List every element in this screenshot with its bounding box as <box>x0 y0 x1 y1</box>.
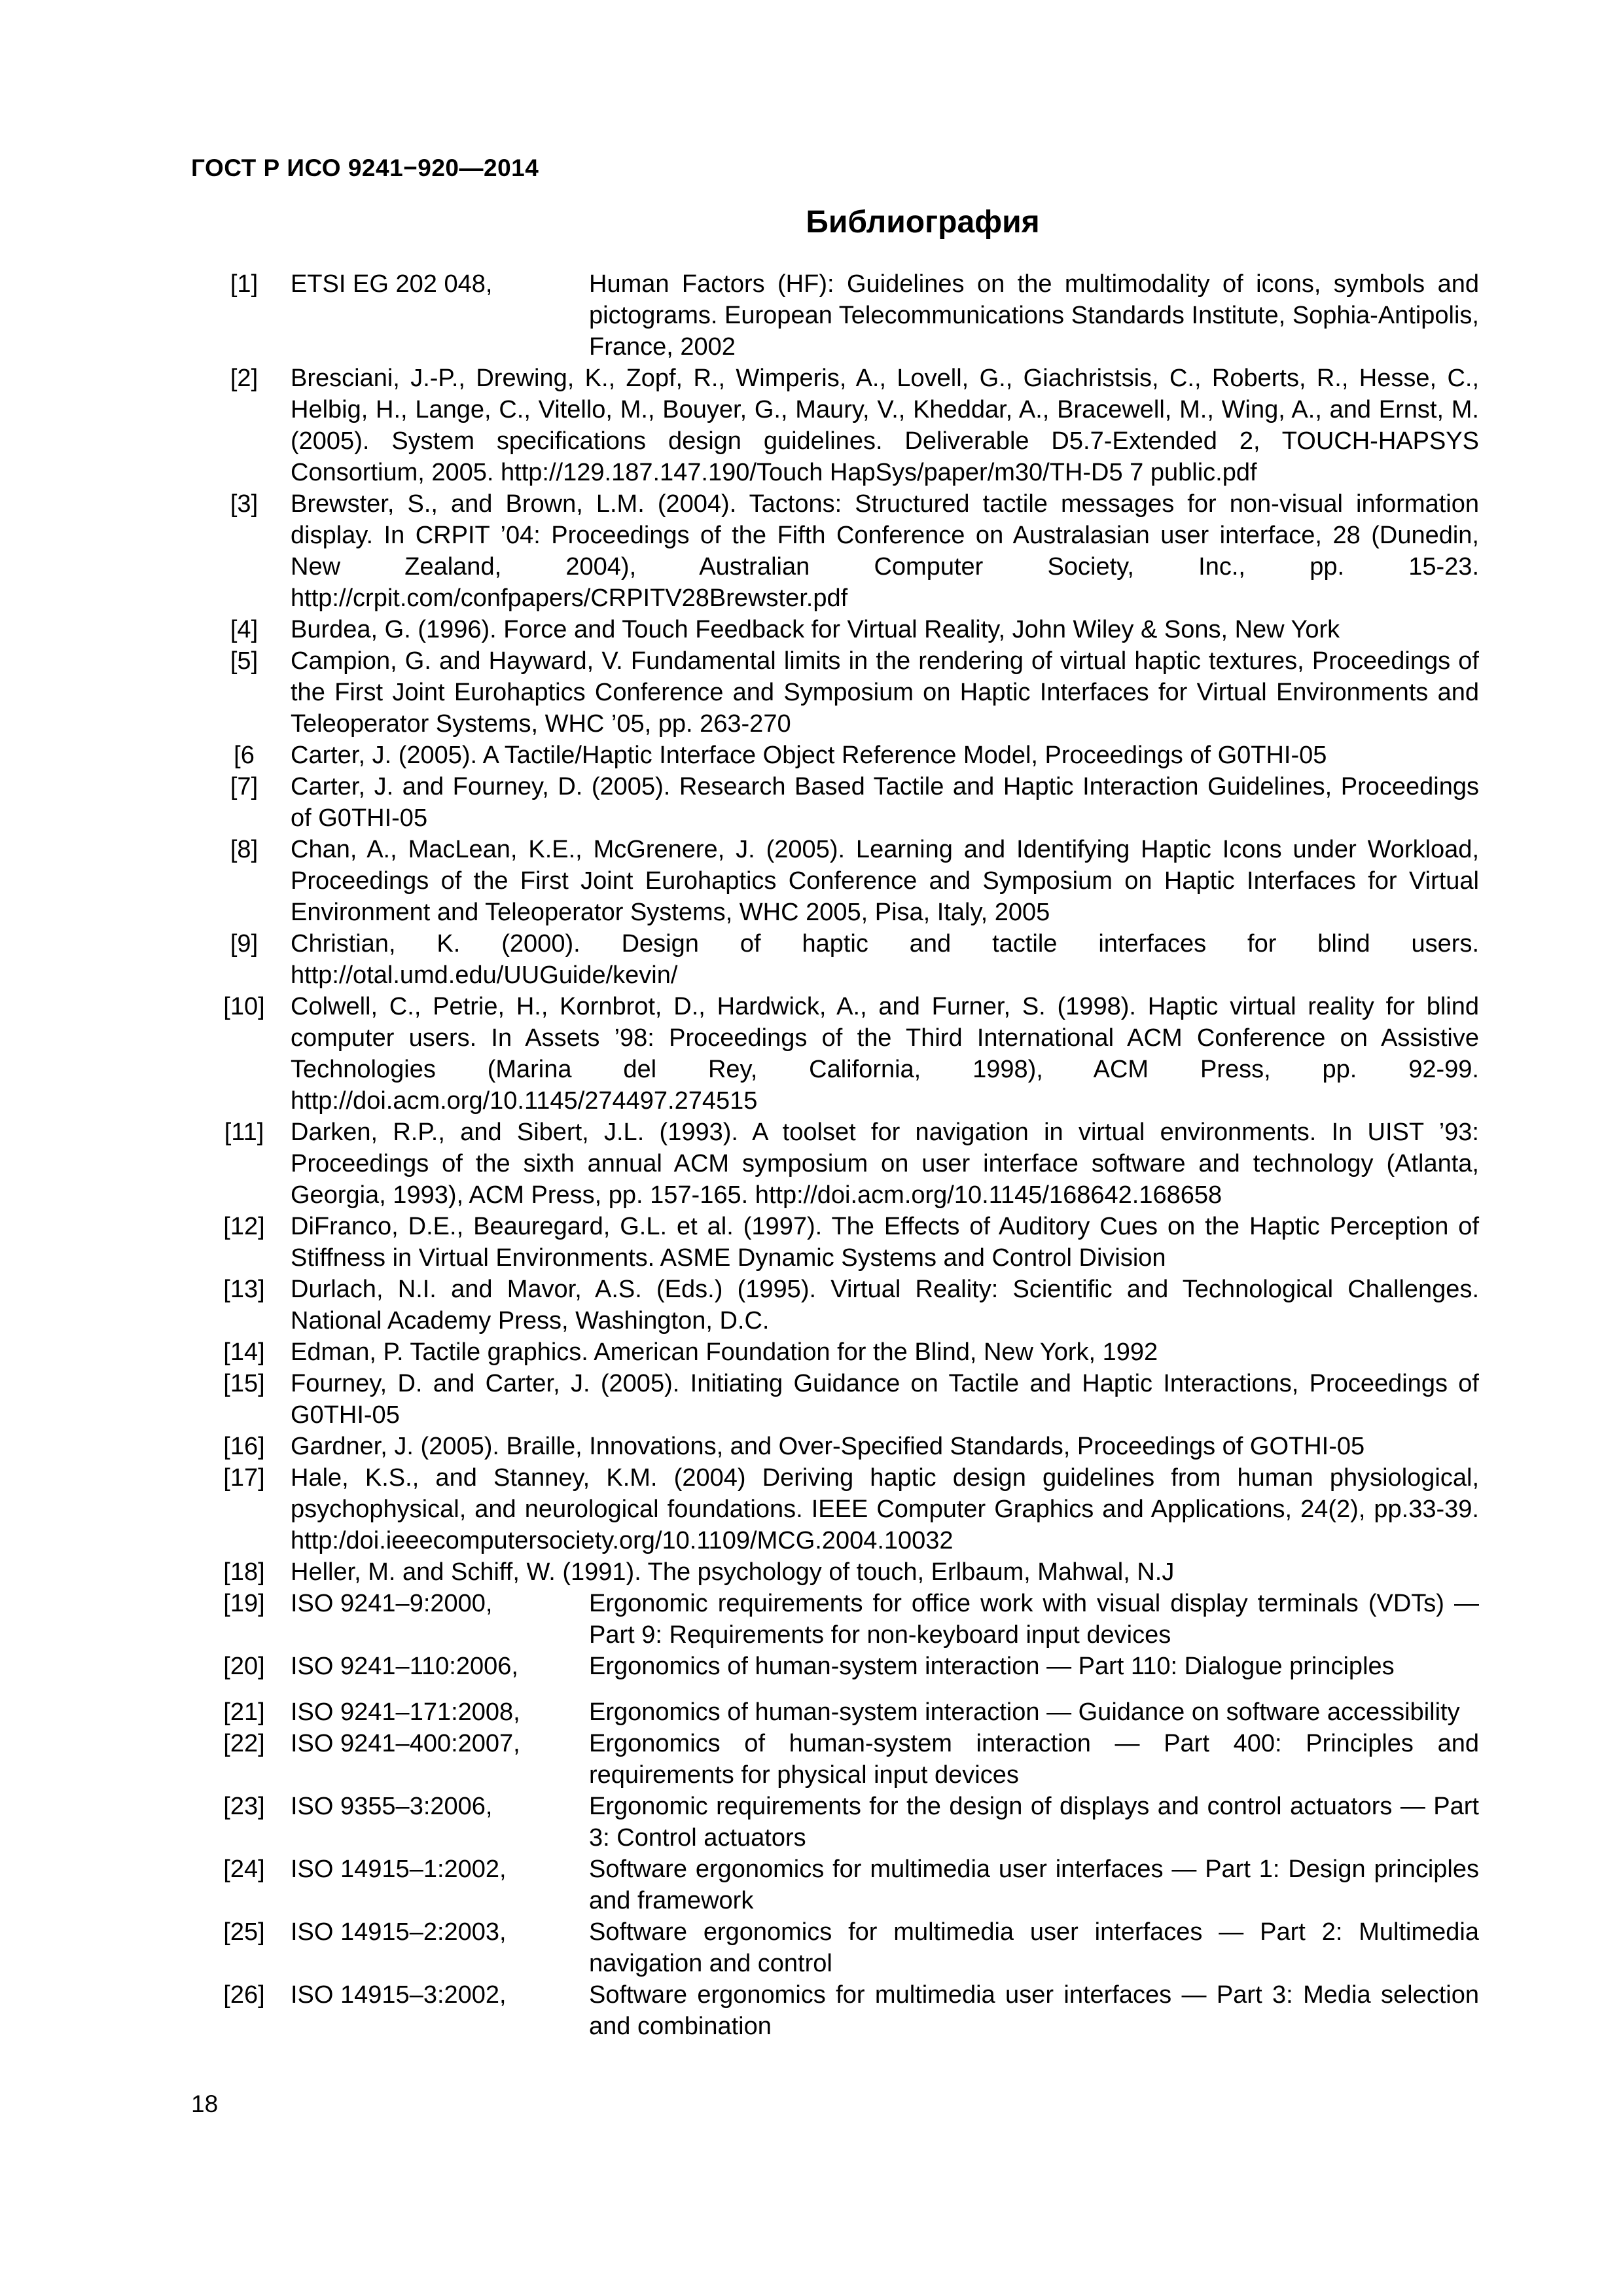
bibliography-entry <box>209 1651 1479 1682</box>
entry-standard-code: ISO 9241–110:2006, <box>291 1653 518 1680</box>
entry-standard-code: ISO 9241–9:2000, <box>291 1590 493 1617</box>
entry-standard-code: ISO 14915–2:2003, <box>291 1918 507 1946</box>
entry-text: Chan, A., MacLean, K.E., McGrenere, J. (2005). Learning and Identifying Haptic Icons under Workload, Proceedings of the First Joint Eurohaptics Conference and Symposium on Haptic Interfaces for Virtual Environment and Teleoperator Systems, WHC 2005, Pisa, Italy, 2005 <box>291 836 1479 926</box>
bibliography-entry <box>209 740 1479 771</box>
entry-text: Hale, K.S., and Stanney, K.M. (2004) Deriving haptic design guidelines from human physiological, psychophysical, and neurological foundations. IEEE Computer Graphics and Applications, 24(2), pp.33-39. http:/doi.ieeecomputersociety.org/10.1109/MCG.2004.10032 <box>291 1464 1479 1554</box>
bibliography-list <box>209 268 1479 2042</box>
entry-text: Ergonomics of human-system interaction — Guidance on software accessibility <box>589 1698 1460 1726</box>
entry-number: [7] <box>230 773 259 800</box>
entry-number: [12] <box>223 1213 265 1240</box>
bibliography-entry <box>209 488 1479 614</box>
entry-number: [26] <box>223 1981 265 2009</box>
entry-number: [2] <box>230 365 259 392</box>
bibliography-entry <box>209 1854 1479 1916</box>
page-title: Библиография <box>806 205 1040 240</box>
bibliography-entry <box>209 928 1479 991</box>
entry-number: [25] <box>223 1918 265 1946</box>
entry-text: Ergonomic requirements for office work with visual display terminals (VDTs) — Part 9: Requirements for non-keyboard input devices <box>589 1590 1479 1649</box>
entry-standard-code: ISO 9241–171:2008, <box>291 1698 520 1726</box>
entry-number: [20] <box>223 1653 265 1680</box>
entry-number: [11] <box>224 1119 264 1146</box>
entry-text: Software ergonomics for multimedia user interfaces — Part 3: Media selection and combination <box>589 1981 1479 2040</box>
entry-number: [8] <box>230 836 259 863</box>
bibliography-entry <box>209 1274 1479 1336</box>
entry-number: [22] <box>223 1730 265 1757</box>
entry-number: [9] <box>230 930 259 958</box>
bibliography-entry <box>209 1696 1479 1728</box>
bibliography-entry <box>209 1791 1479 1854</box>
entry-text: Bresciani, J.-P., Drewing, K., Zopf, R., Wimperis, A., Lovell, G., Giachristsis, C., Roberts, R., Hesse, C., Helbig, H., Lange, C., Vitello, M., Bouyer, G., Maury, V., Kheddar, A., Bracewell, M., Wing, A., and Ernst, M. (2005). System specifications design guidelines. Deliverable D5.7-Extended 2, TOUCH-HAPSYS Consortium, 2005. http://129.187.147.190/Touch HapSys/paper/m30/TH-D5 7 public.pdf <box>291 365 1479 486</box>
bibliography-entry <box>209 1556 1479 1588</box>
bibliography-entry <box>209 1117 1479 1211</box>
entry-number: [6 <box>234 742 255 769</box>
entry-number: [23] <box>223 1793 265 1820</box>
bibliography-entry <box>209 771 1479 834</box>
entry-text: Burdea, G. (1996). Force and Touch Feedback for Virtual Reality, John Wiley & Sons, New York <box>291 616 1340 643</box>
entry-text: Ergonomics of human-system interaction — Part 110: Dialogue principles <box>589 1653 1395 1680</box>
entry-standard-code: ISO 14915–1:2002, <box>291 1856 507 1883</box>
entry-text: Human Factors (HF): Guidelines on the multimodality of icons, symbols and pictograms. European Telecommunications Standards Institute, Sophia-Antipolis, France, 2002 <box>589 270 1479 361</box>
entry-number: [10] <box>223 993 265 1020</box>
entry-number: [18] <box>223 1558 265 1586</box>
entry-text: Ergonomic requirements for the design of displays and control actuators — Part 3: Control actuators <box>589 1793 1479 1852</box>
bibliography-entry <box>209 614 1479 645</box>
bibliography-entry <box>209 268 1479 363</box>
entry-number: [1] <box>230 270 259 298</box>
bibliography-entry <box>209 1979 1479 2042</box>
entry-text: Darken, R.P., and Sibert, J.L. (1993). A toolset for navigation in virtual environments. In UIST ’93: Proceedings of the sixth annual ACM symposium on user interface software and technology (Atlanta, Georgia, 1993), ACM Press, pp. 157-165. http://doi.acm.org/10.1145/168642.168658 <box>291 1119 1479 1209</box>
entry-number: [17] <box>223 1464 265 1492</box>
entry-standard-code: ETSI EG 202 048, <box>291 270 493 298</box>
entry-text: Ergonomics of human-system interaction — Part 400: Principles and requirements for physical input devices <box>589 1730 1479 1789</box>
bibliography-entry <box>209 1462 1479 1556</box>
entry-number: [13] <box>223 1276 265 1303</box>
bibliography-entry <box>209 1728 1479 1791</box>
entry-text: Christian, K. (2000). Design of haptic and tactile interfaces for blind users. http://otal.umd.edu/UUGuide/kevin/ <box>291 930 1479 989</box>
bibliography-entry <box>209 1368 1479 1431</box>
bibliography-entry <box>209 1431 1479 1462</box>
entry-number: [5] <box>230 647 259 675</box>
entry-standard-code: ISO 9355–3:2006, <box>291 1793 493 1820</box>
entry-number: [4] <box>230 616 259 643</box>
bibliography-entry <box>209 834 1479 928</box>
entry-text: Software ergonomics for multimedia user interfaces — Part 1: Design principles and framework <box>589 1856 1479 1914</box>
bibliography-entry <box>209 991 1479 1117</box>
entry-text: Fourney, D. and Carter, J. (2005). Initiating Guidance on Tactile and Haptic Interactions, Proceedings of G0THI-05 <box>291 1370 1479 1429</box>
bibliography-entry <box>209 1336 1479 1368</box>
entry-number: [24] <box>223 1856 265 1883</box>
entry-text: Campion, G. and Hayward, V. Fundamental limits in the rendering of virtual haptic textures, Proceedings of the First Joint Eurohaptics Conference and Symposium on Haptic Interfaces for Virtual Environments and Teleoperator Systems, WHC ’05, pp. 263-270 <box>291 647 1479 738</box>
entry-standard-code: ISO 14915–3:2002, <box>291 1981 507 2009</box>
entry-number: [3] <box>230 490 259 518</box>
bibliography-entry <box>209 363 1479 488</box>
entry-text: Edman, P. Tactile graphics. American Foundation for the Blind, New York, 1992 <box>291 1338 1158 1366</box>
entry-text: Gardner, J. (2005). Braille, Innovations, and Over-Specified Standards, Proceedings of GOTHI-05 <box>291 1433 1365 1460</box>
entry-text: Durlach, N.I. and Mavor, A.S. (Eds.) (1995). Virtual Reality: Scientific and Technological Challenges. National Academy Press, Washington, D.C. <box>291 1276 1479 1335</box>
bibliography-entry <box>209 1916 1479 1979</box>
bibliography-entry <box>209 1211 1479 1274</box>
page-number: 18 <box>191 2090 219 2117</box>
entry-text: Carter, J. (2005). A Tactile/Haptic Interface Object Reference Model, Proceedings of G0THI-05 <box>291 742 1327 769</box>
entry-number: [16] <box>223 1433 265 1460</box>
entry-text: Brewster, S., and Brown, L.M. (2004). Tactons: Structured tactile messages for non-visual information display. In CRPIT ’04: Proceedings of the Fifth Conference on Australasian user interface, 28 (Dunedin, New Zealand, 2004), Australian Computer Society, Inc., pp. 15-23. http://crpit.com/confpapers/CRPITV28Brewster.pdf <box>291 490 1479 612</box>
entry-number: [19] <box>223 1590 265 1617</box>
entry-text: DiFranco, D.E., Beauregard, G.L. et al. (1997). The Effects of Auditory Cues on the Haptic Perception of Stiffness in Virtual Environments. ASME Dynamic Systems and Control Division <box>291 1213 1479 1272</box>
entry-number: [14] <box>223 1338 265 1366</box>
bibliography-entry <box>209 645 1479 740</box>
entry-text: Software ergonomics for multimedia user interfaces — Part 2: Multimedia navigation and control <box>589 1918 1479 1977</box>
entry-standard-code: ISO 9241–400:2007, <box>291 1730 520 1757</box>
entry-text: Heller, M. and Schiff, W. (1991). The psychology of touch, Erlbaum, Mahwal, N.J <box>291 1558 1175 1586</box>
entry-text: Colwell, C., Petrie, H., Kornbrot, D., Hardwick, A., and Furner, S. (1998). Haptic virtual reality for blind computer users. In Assets ’98: Proceedings of the Third International ACM Conference on Assistive Technologies (Marina del Rey, California, 1998), ACM Press, pp. 92-99. http://doi.acm.org/10.1145/274497.274515 <box>291 993 1479 1115</box>
bibliography-entry <box>209 1588 1479 1651</box>
entry-number: [15] <box>223 1370 265 1397</box>
entry-number: [21] <box>223 1698 265 1726</box>
standard-code: ГОСТ Р ИСО 9241−920—2014 <box>191 154 539 181</box>
entry-text: Carter, J. and Fourney, D. (2005). Research Based Tactile and Haptic Interaction Guidelines, Proceedings of G0THI-05 <box>291 773 1479 832</box>
